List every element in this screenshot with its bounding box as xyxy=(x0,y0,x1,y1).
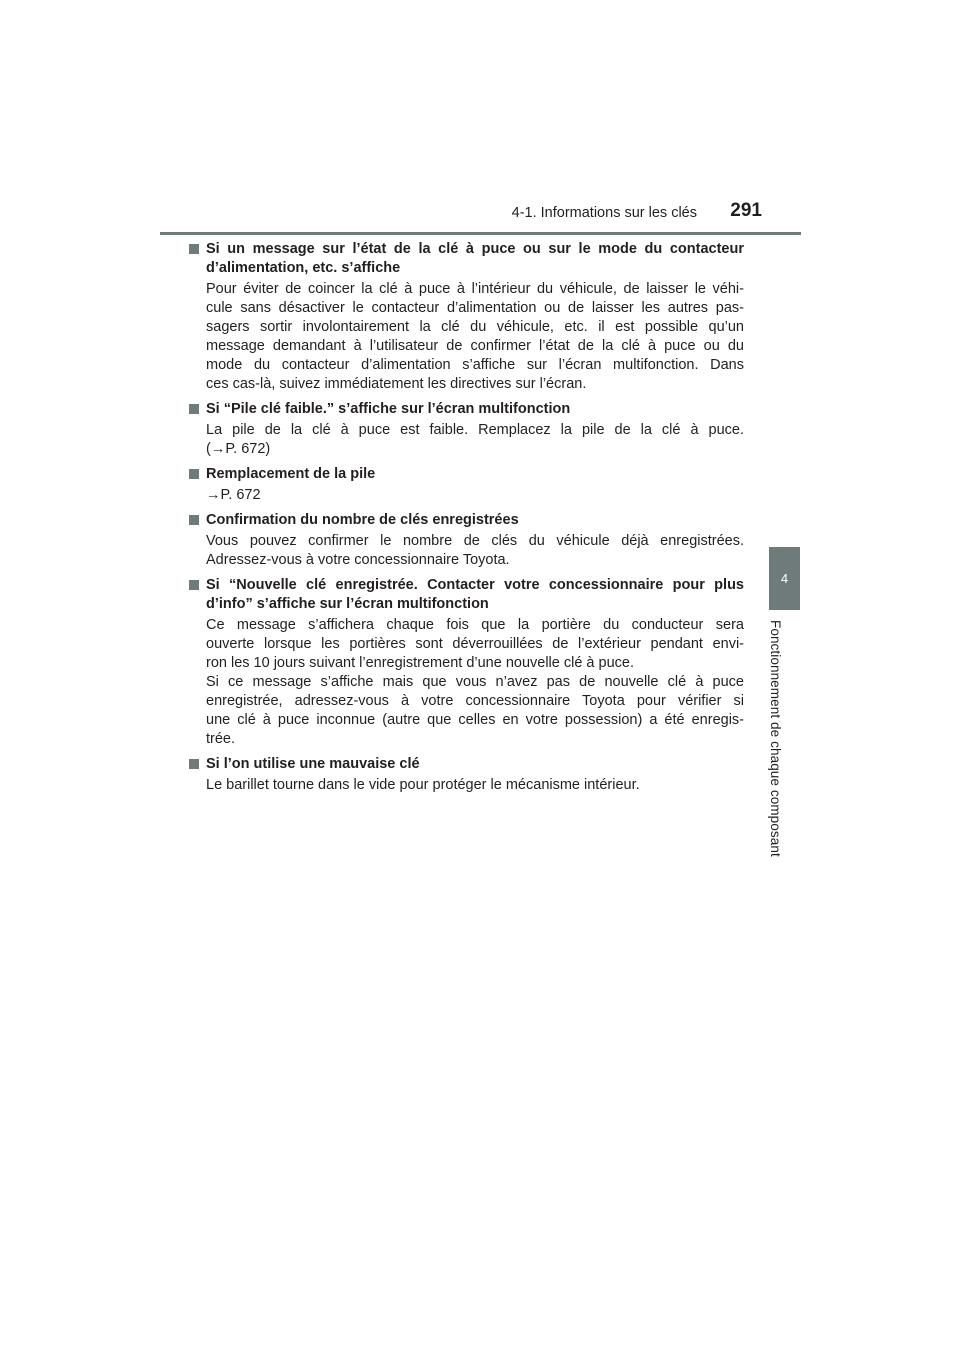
section-heading xyxy=(186,511,744,530)
section-heading xyxy=(186,576,744,614)
body-line: Adressez-vous à votre concessionnaire Toyota. xyxy=(206,552,510,568)
body-line: Vous pouvez confirmer le nombre de clés du véhicule déjà enregistrées. xyxy=(206,533,744,549)
section-body xyxy=(206,776,744,795)
square-bullet-icon xyxy=(189,759,199,769)
body-line: →P. 672 xyxy=(206,487,261,503)
chapter-title: Fonctionnement de chaque composant xyxy=(768,620,783,857)
section-heading xyxy=(186,400,744,419)
body-line: trée. xyxy=(206,731,236,747)
section-body xyxy=(206,421,744,459)
section-heading-line: d’info” s’affiche sur l’écran multifonction xyxy=(206,596,489,612)
body-line: Le barillet tourne dans le vide pour protéger le mécanisme intérieur. xyxy=(206,777,640,793)
body-line: ouverte lorsque les portières sont déverrouillées de l’extérieur pendant envi- xyxy=(206,636,744,652)
section-heading-line: Remplacement de la pile xyxy=(206,466,376,482)
body-line: une clé à puce inconnue (autre que celles en votre possession) a été enregis- xyxy=(206,712,744,728)
section xyxy=(206,755,744,795)
square-bullet-icon xyxy=(189,515,199,525)
body-line: Pour éviter de coincer la clé à puce à l’intérieur du véhicule, de laisser le véhi- xyxy=(206,281,744,297)
section-heading-line: Si un message sur l’état de la clé à puce ou sur le mode du contacteur xyxy=(206,241,744,257)
section-body xyxy=(206,532,744,570)
page-content xyxy=(206,240,744,795)
section-body xyxy=(206,616,744,749)
body-line: Ce message s’affichera chaque fois que la portière du conducteur sera xyxy=(206,617,744,633)
square-bullet-icon xyxy=(189,469,199,479)
section-heading xyxy=(186,240,744,278)
header-divider xyxy=(160,232,801,235)
section xyxy=(206,511,744,570)
header-section-title: 4-1. Informations sur les clés xyxy=(511,205,697,221)
chapter-tab xyxy=(769,547,800,610)
body-line: mode du contacteur d’alimentation s’affiche sur l’écran multifonction. Dans xyxy=(206,357,744,373)
square-bullet-icon xyxy=(189,404,199,414)
section-body xyxy=(206,280,744,394)
body-line: ces cas-là, suivez immédiatement les directives sur l’écran. xyxy=(206,376,587,392)
section xyxy=(206,465,744,505)
chapter-number: 4 xyxy=(780,571,789,586)
section-heading-line: Si “Nouvelle clé enregistrée. Contacter votre concessionnaire pour plus xyxy=(206,577,744,593)
section-heading-line: Si l’on utilise une mauvaise clé xyxy=(206,756,420,772)
section-heading xyxy=(186,465,744,484)
body-line: cule sans désactiver le contacteur d’alimentation ou de laisser les autres pas- xyxy=(206,300,744,316)
section-heading-line: Si “Pile clé faible.” s’affiche sur l’écran multifonction xyxy=(206,401,571,417)
section-heading-line: Confirmation du nombre de clés enregistrées xyxy=(206,512,519,528)
section xyxy=(206,240,744,394)
section-body xyxy=(206,486,744,505)
section-heading xyxy=(186,755,744,774)
section xyxy=(206,400,744,459)
body-line: sagers sortir involontairement la clé du véhicule, etc. il est possible qu’un xyxy=(206,319,744,335)
square-bullet-icon xyxy=(189,580,199,590)
square-bullet-icon xyxy=(189,244,199,254)
body-line: enregistrée, adressez-vous à votre concessionnaire Toyota pour vérifier si xyxy=(206,693,744,709)
section-heading-line: d’alimentation, etc. s’affiche xyxy=(206,260,401,276)
body-line: Si ce message s’affiche mais que vous n’avez pas de nouvelle clé à puce xyxy=(206,674,744,690)
section xyxy=(206,576,744,749)
body-line: message demandant à l’utilisateur de confirmer l’état de la clé à puce ou du xyxy=(206,338,744,354)
page-number: 291 xyxy=(730,200,762,221)
body-line: ron les 10 jours suivant l’enregistrement d’une nouvelle clé à puce. xyxy=(206,655,634,671)
body-line: (→P. 672) xyxy=(206,441,271,457)
body-line: La pile de la clé à puce est faible. Remplacez la pile de la clé à puce. xyxy=(206,422,744,438)
